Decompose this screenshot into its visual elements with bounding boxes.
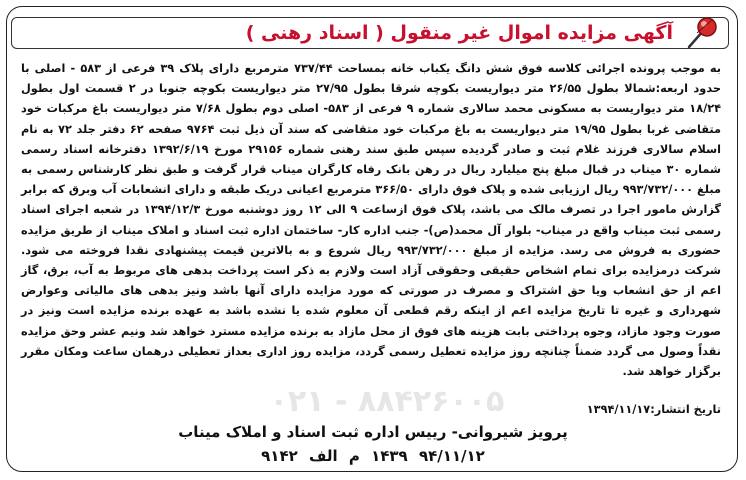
signature-line: پرویز شیروانی- رییس اداره ثبت اسناد و املاک میناب <box>178 423 568 441</box>
publish-date: تاریخ انتشار:۱۳۹۴/۱۱/۱۷ <box>586 403 721 416</box>
notice-title: آگهی مزایده اموال غیر منقول ( اسناد رهنی ) <box>245 22 673 44</box>
notice-body: به موجب پرونده اجرائی کلاسه فوق شش دانگ یکباب خانه بمساحت ۷۳۷/۴۴ مترمربع دارای پلاک ۳۹ فرعی از ۵۸۳ - اصلی با حدود اربعه:شمالا بطول ۲۶/۵۵ متر دیواریست بکوچه شرقا بطول ۲۷/۹۵ متر دیواریست بکوچه جنوبا در ۲ قسمت اول بطول ۱۸/۲۴ متر دیواریست به مسکونی محمد سالاری شماره ۹ فرعی از ۵۸۳- اصلی دوم بطول ۷/۶۸ متر دیواریست باغ مرکبات خود متقاضی غربا بطول ۱۹/۹۵ متر دیواریست به باغ مرکبات خود متقاضی که سند آن ذیل ثبت ۹۷۶۴ صفحه ۶۲ دفتر جلد ۷۲ به نام اسلام سالاری فرزند غلام ثبت و صادر گردیده سپس طبق سند رهنی شماره ۲۹۱۵۶ مورخ ۱۳۹۲/۶/۱۹ دفترخانه اسناد رسمی شماره ۳۰ میناب در قبال مبلغ پنج میلیارد ریال در رهن بانک رفاه کارگران میناب قرار گرفت و طبق نظر کارشناس رسمی به مبلغ ۹۹۳/۷۳۲/۰۰۰ ریال ارزیابی شده و پلاک فوق دارای ۳۶۶/۵۰ مترمربع اعیانی دریک طبقه و دارای انشعابات آب وبرق که برابر گزارش مامور اجرا در تصرف مالک می باشد، پلاک فوق ازساعت ۹ الی ۱۲ روز دوشنبه مورخ ۱۳۹۴/۱۲/۳ در شعبه اجرای اسناد رسمی ثبت میناب واقع در میناب- بلوار آل محمد(ص)- جنب اداره کار- ساختمان اداره ثبت اسناد و املاک میناب از طریق مزایده حضوری به فروش می رسد. مزایده از مبلغ ۹۹۳/۷۳۲/۰۰۰ ریال شروع و به بالاترین قیمت پیشنهادی نقدا فروخته می شود. شرکت درمزایده برای تمام اشخاص حقیقی وحقوقی آزاد است ولازم به ذکر است پرداخت بدهی های مربوط به آب، برق، گاز اعم از حق انشعاب ویا حق اشتراک و مصرف در صورتی که مورد مزایده دارای آنها باشد ونیز بدهی های مالیاتی وعوارض شهرداری و غیره تا تاریخ مزایده اعم از اینکه رقم قطعی آن معلوم شده یا نشده باشد به عهده برنده مزایده است ونیز در صورت وجود مازاد، وجوه پرداختی بابت هزینه های فوق از محل مازاد به برنده مزایده مسترد خواهد شد ونیم عشر وحق مزایده نقداً وصول می گردد ضمناً چنانچه روز مزایده تعطیل رسمی گردد، مزایده روز اداری بعداز تعطیلی درهمان ساعت ومکان مقرر برگزار خواهد شد. <box>21 62 722 379</box>
notice-header <box>11 13 729 57</box>
reference-code: ۹۴/۱۱/۱۲ ۱۴۳۹ م الف ۹۱۴۲ <box>261 447 485 465</box>
pushpin-icon <box>679 13 723 53</box>
watermark-phone: ۰۲۱ - ۸۸۴۲۶۰۰۵ <box>269 384 505 419</box>
notice-frame <box>6 6 738 472</box>
